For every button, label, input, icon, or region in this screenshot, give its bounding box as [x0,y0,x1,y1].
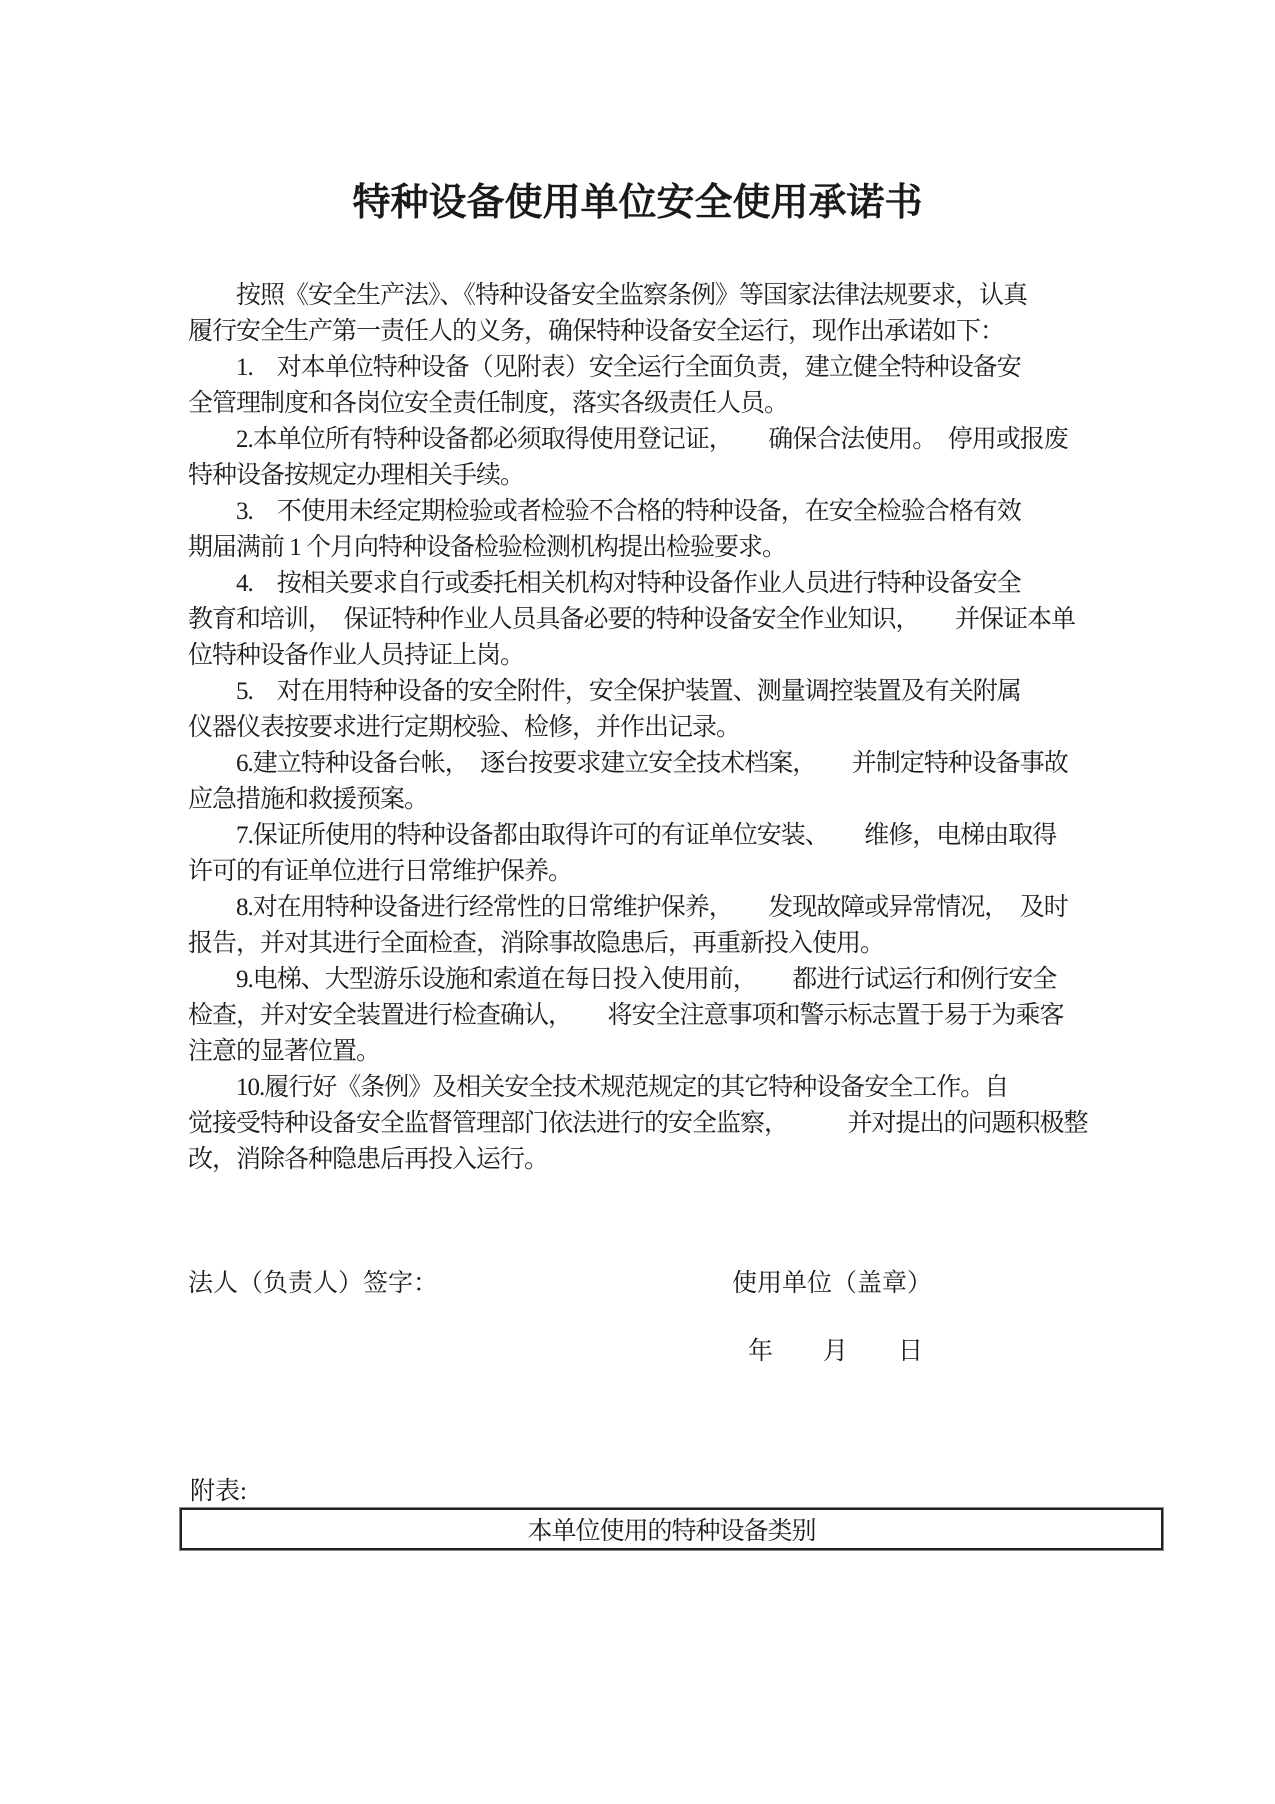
legal-person-signature-label: 法人（负责人）签字： [188,1270,439,1297]
body-line: 7.保证所使用的特种设备都由取得许可的有证单位安装、 维修，电梯由取得 [188,822,1057,849]
body-line: 觉接受特种设备安全监督管理部门依法进行的安全监察， 并对提出的问题积极整 [188,1110,1088,1137]
document-title: 特种设备使用单位安全使用承诺书 [352,182,923,224]
body-line: 6.建立特种设备台帐， 逐台按要求建立安全技术档案， 并制定特种设备事故 [188,750,1068,777]
body-line: 期届满前 1 个月向特种设备检验检测机构提出检验要求。 [188,534,787,561]
date-placeholder: 年 月 日 [748,1338,924,1365]
body-line: 教育和培训， 保证特种作业人员具备必要的特种设备安全作业知识， 并保证本单 [188,606,1076,633]
body-line: 4. 按相关要求自行或委托相关机构对特种设备作业人员进行特种设备安全 [188,570,1021,597]
body-line: 2.本单位所有特种设备都必须取得使用登记证， 确保合法使用。 停用或报废 [188,426,1068,453]
body-line: 8.对在用特种设备进行经常性的日常维护保养， 发现故障或异常情况， 及时 [188,894,1068,921]
unit-seal-label: 使用单位（盖章） [732,1270,933,1297]
body-line: 应急措施和救援预案。 [188,786,429,813]
body-line: 按照《安全生产法》、《特种设备安全监察条例》等国家法律法规要求，认真 [188,282,1028,309]
body-line: 全管理制度和各岗位安全责任制度，落实各级责任人员。 [188,390,789,417]
body-line: 5. 对在用特种设备的安全附件，安全保护装置、测量调控装置及有关附属 [188,678,1021,705]
body-line: 检查，并对安全装置进行检查确认， 将安全注意事项和警示标志置于易于为乘客 [188,1002,1064,1029]
body-line: 履行安全生产第一责任人的义务，确保特种设备安全运行，现作出承诺如下： [188,318,1005,345]
equipment-category-table-header: 本单位使用的特种设备类别 [527,1518,816,1545]
body-text [188,278,1108,1178]
appendix-label: 附表: [190,1478,247,1505]
body-line: 1. 对本单位特种设备（见附表）安全运行全面负责，建立健全特种设备安 [188,354,1021,381]
body-line: 位特种设备作业人员持证上岗。 [188,642,525,669]
body-line: 许可的有证单位进行日常维护保养。 [188,858,573,885]
body-line: 报告，并对其进行全面检查，消除事故隐患后，再重新投入使用。 [188,930,885,957]
equipment-category-table [180,1508,1163,1550]
body-line: 特种设备按规定办理相关手续。 [188,462,525,489]
body-line: 3. 不使用未经定期检验或者检验不合格的特种设备，在安全检验合格有效 [188,498,1021,525]
body-line: 改，消除各种隐患后再投入运行。 [188,1146,549,1173]
body-line: 仪器仪表按要求进行定期校验、检修，并作出记录。 [188,714,741,741]
body-line: 注意的显著位置。 [188,1038,381,1065]
body-line: 10.履行好《条例》及相关安全技术规范规定的其它特种设备安全工作。自 [188,1074,1009,1101]
body-line: 9.电梯、大型游乐设施和索道在每日投入使用前， 都进行试运行和例行安全 [188,966,1057,993]
